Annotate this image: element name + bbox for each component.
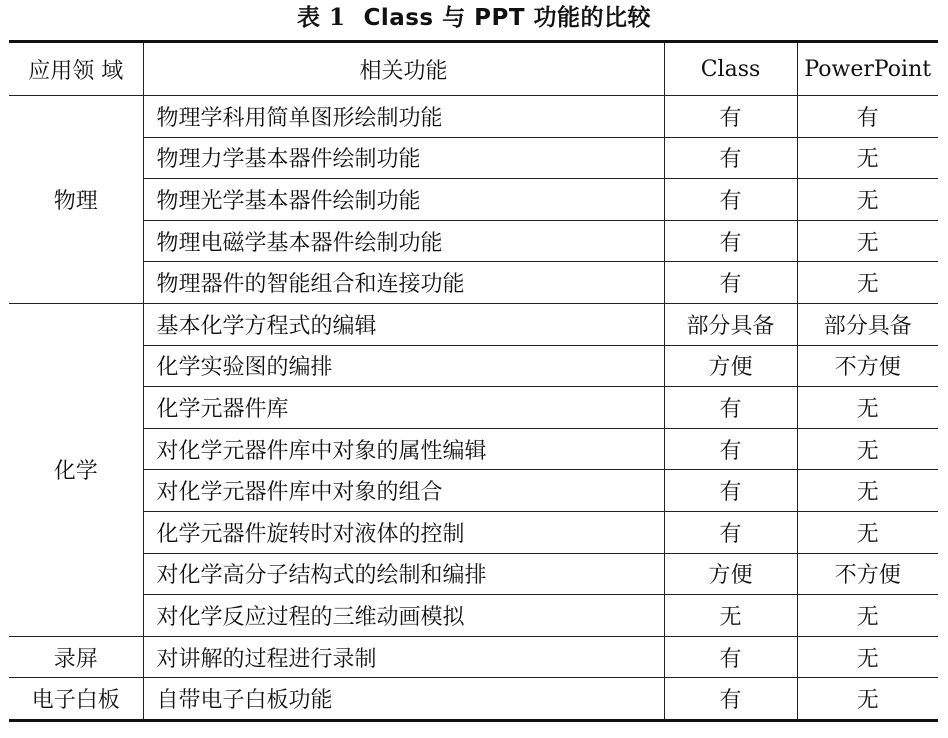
table-row [9, 179, 938, 221]
powerpoint-cell: 无 [797, 678, 938, 721]
table-row [9, 553, 938, 595]
class-cell: 有 [664, 678, 797, 721]
powerpoint-cell: 无 [797, 262, 938, 304]
table-number: 表 1 [296, 4, 346, 31]
class-cell: 无 [664, 595, 797, 637]
table-row [9, 387, 938, 429]
class-cell: 有 [664, 511, 797, 553]
function-cell: 对讲解的过程进行录制 [143, 636, 664, 678]
header-function: 相关功能 [143, 42, 664, 96]
domain-cell: 物理 [9, 96, 143, 304]
function-cell: 物理学科用简单图形绘制功能 [143, 96, 664, 138]
domain-cell: 化学 [9, 303, 143, 636]
table-title: Class 与 PPT 功能的比较 [363, 5, 652, 31]
function-cell: 对化学元器件库中对象的组合 [143, 470, 664, 512]
powerpoint-cell: 无 [797, 387, 938, 429]
class-cell: 有 [664, 96, 797, 138]
table-row [9, 428, 938, 470]
table-row [9, 220, 938, 262]
table-body [9, 96, 938, 721]
table-row [9, 595, 938, 637]
header-powerpoint: PowerPoint [797, 42, 938, 96]
powerpoint-cell: 无 [797, 137, 938, 179]
function-cell: 基本化学方程式的编辑 [143, 303, 664, 345]
header-row [9, 42, 938, 96]
class-cell: 方便 [664, 553, 797, 595]
function-cell: 物理光学基本器件绘制功能 [143, 179, 664, 221]
function-cell: 化学实验图的编排 [143, 345, 664, 387]
table-row [9, 137, 938, 179]
powerpoint-cell: 无 [797, 636, 938, 678]
function-cell: 对化学元器件库中对象的属性编辑 [143, 428, 664, 470]
function-cell: 对化学反应过程的三维动画模拟 [143, 595, 664, 637]
function-cell: 物理器件的智能组合和连接功能 [143, 262, 664, 304]
function-cell: 自带电子白板功能 [143, 678, 664, 721]
class-cell: 有 [664, 428, 797, 470]
function-cell: 物理力学基本器件绘制功能 [143, 137, 664, 179]
table-row [9, 678, 938, 721]
header-class: Class [664, 42, 797, 96]
function-cell: 化学元器件旋转时对液体的控制 [143, 511, 664, 553]
class-cell: 有 [664, 137, 797, 179]
powerpoint-cell: 无 [797, 179, 938, 221]
class-cell: 有 [664, 387, 797, 429]
powerpoint-cell: 无 [797, 595, 938, 637]
class-cell: 有 [664, 179, 797, 221]
function-cell: 化学元器件库 [143, 387, 664, 429]
table-row [9, 303, 938, 345]
table-row [9, 511, 938, 553]
powerpoint-cell: 无 [797, 511, 938, 553]
class-cell: 有 [664, 262, 797, 304]
table-row [9, 636, 938, 678]
powerpoint-cell: 有 [797, 96, 938, 138]
class-cell: 有 [664, 636, 797, 678]
powerpoint-cell: 无 [797, 470, 938, 512]
table-row [9, 96, 938, 138]
header-domain: 应用领 域 [9, 42, 143, 96]
table-row [9, 470, 938, 512]
powerpoint-cell: 无 [797, 428, 938, 470]
powerpoint-cell: 无 [797, 220, 938, 262]
comparison-table [9, 40, 938, 722]
class-cell: 有 [664, 220, 797, 262]
function-cell: 物理电磁学基本器件绘制功能 [143, 220, 664, 262]
class-cell: 方便 [664, 345, 797, 387]
class-cell: 部分具备 [664, 303, 797, 345]
table-row [9, 262, 938, 304]
function-cell: 对化学高分子结构式的绘制和编排 [143, 553, 664, 595]
table-row [9, 345, 938, 387]
powerpoint-cell: 不方便 [797, 553, 938, 595]
powerpoint-cell: 不方便 [797, 345, 938, 387]
powerpoint-cell: 部分具备 [797, 303, 938, 345]
domain-cell: 电子白板 [9, 678, 143, 721]
domain-cell: 录屏 [9, 636, 143, 678]
table-caption [0, 2, 948, 34]
class-cell: 有 [664, 470, 797, 512]
